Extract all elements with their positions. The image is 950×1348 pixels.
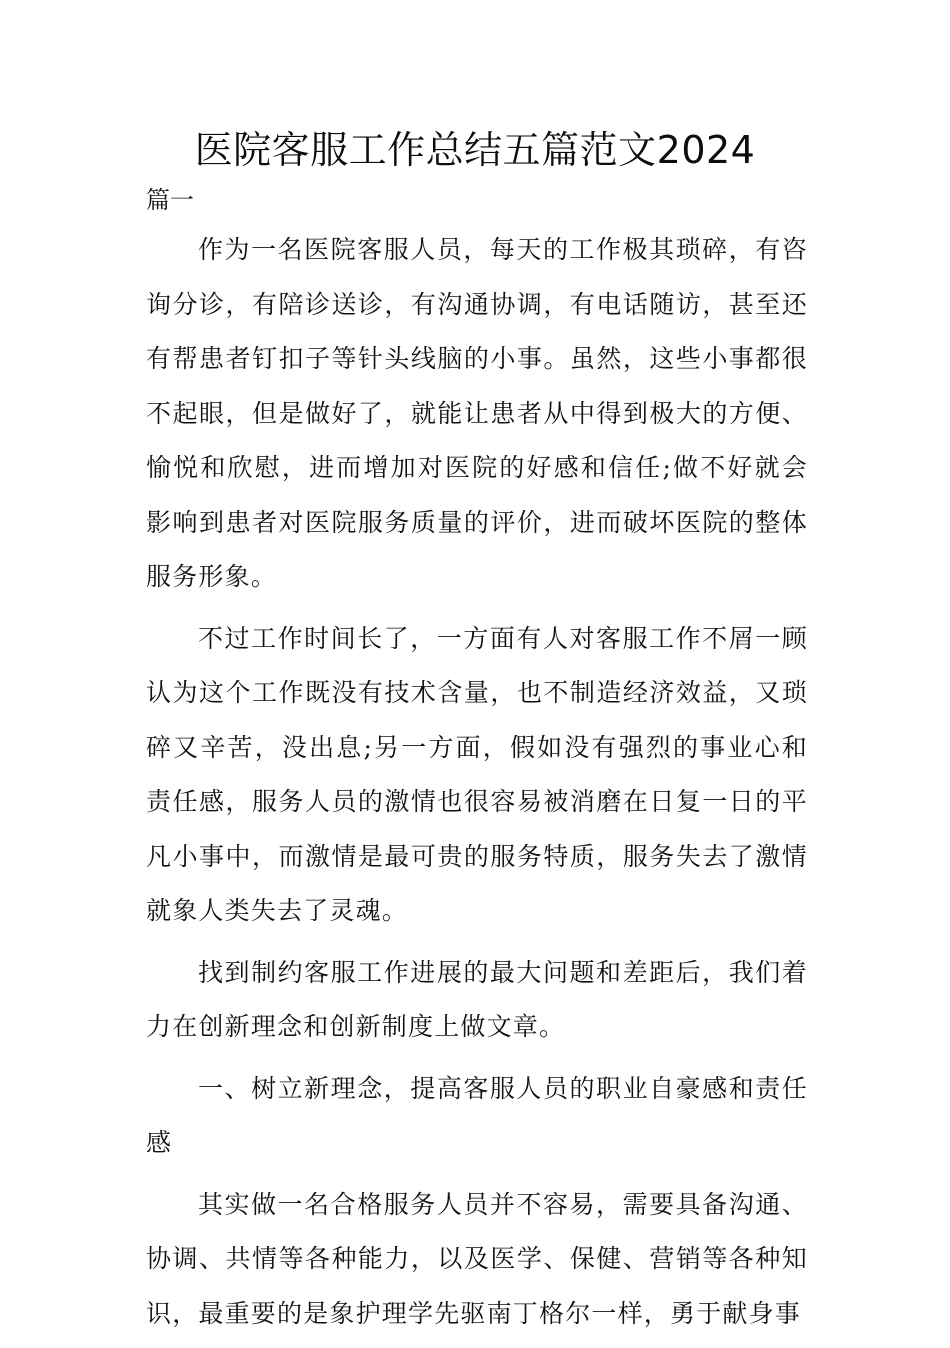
paragraph: 不过工作时间长了，一方面有人对客服工作不屑一顾认为这个工作既没有技术含量，也不制造经济效益，又琐碎又辛苦，没出息;另一方面，假如没有强烈的事业心和责任感，服务人员的激情也很容易被消磨在日复一日的平凡小事中，而激情是最可贵的服务特质，服务失去了激情就象人类失去了灵魂。 [146,623,808,925]
section-label: 篇一 [146,186,194,214]
paragraph: 其实做一名合格服务人员并不容易，需要具备沟通、协调、共情等各种能力，以及医学、保健、营销等各种知识，最重要的是象护理学先驱南丁格尔一样，勇于献身事 [146,1189,808,1328]
document-body [146,223,808,1348]
document-title: 医院客服工作总结五篇范文2024 [194,128,756,172]
paragraph: 作为一名医院客服人员，每天的工作极其琐碎，有咨询分诊，有陪诊送诊，有沟通协调，有电话随访，甚至还有帮患者钉扣子等针头线脑的小事。虽然，这些小事都很不起眼，但是做好了，就能让患者从中得到极大的方便、愉悦和欣慰，进而增加对医院的好感和信任;做不好就会影响到患者对医院服务质量的评价，进而破坏医院的整体服务形象。 [146,235,808,591]
paragraph: 一、树立新理念，提高客服人员的职业自豪感和责任感 [146,1073,808,1157]
paragraph: 找到制约客服工作进展的最大问题和差距后，我们着力在创新理念和创新制度上做文章。 [146,957,808,1041]
